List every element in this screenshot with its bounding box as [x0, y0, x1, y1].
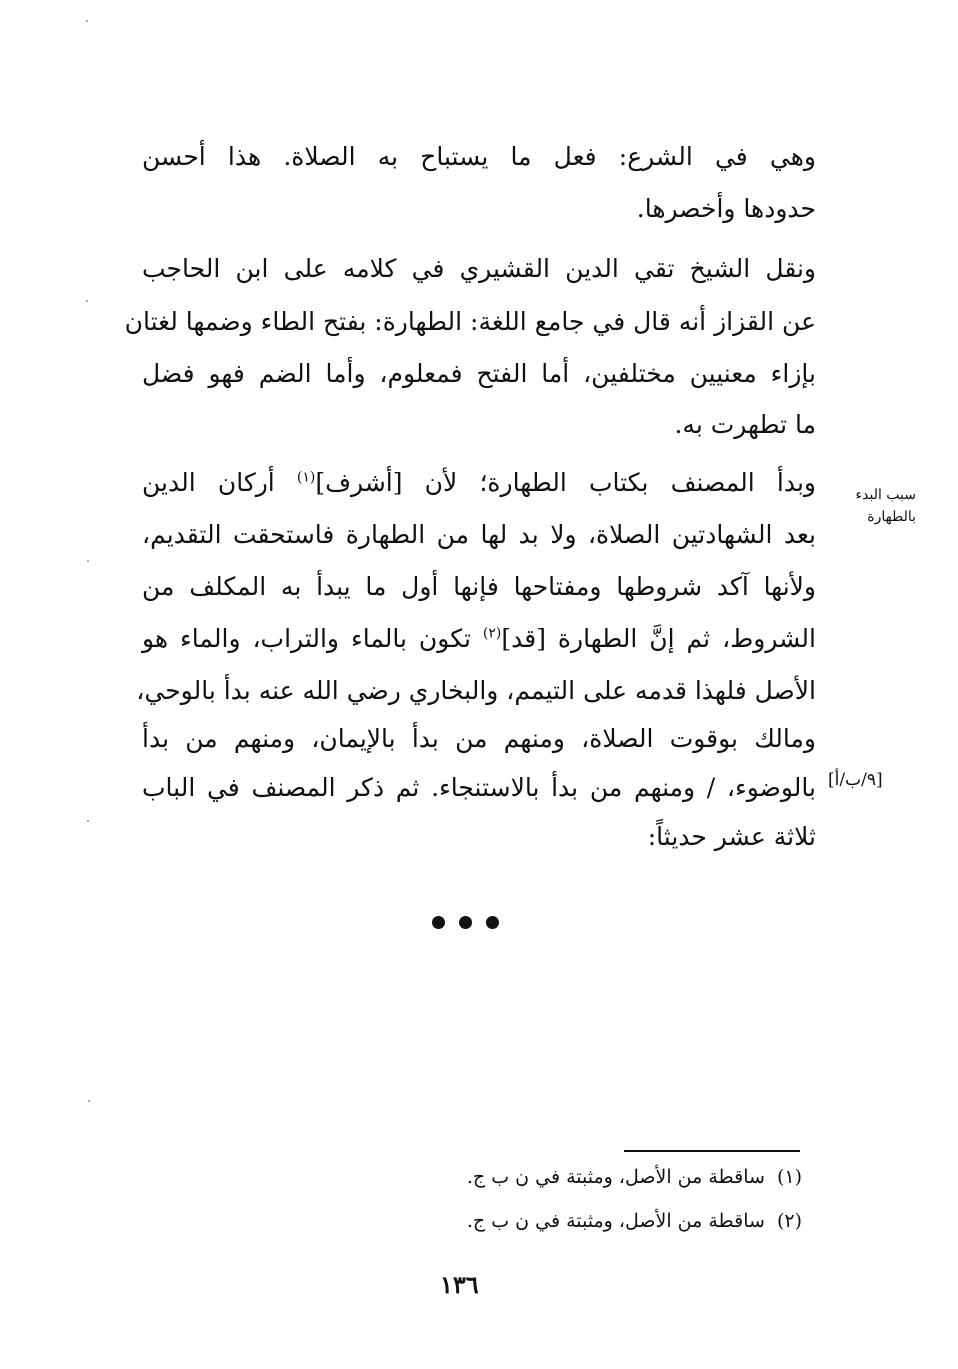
- margin-note-line: سبب البدء: [855, 487, 916, 503]
- body-line: ومالك بوقوت الصلاة، ومنهم من بدأ بالإيمان، ومنهم من بدأ: [142, 724, 816, 753]
- separator-dot: [432, 916, 445, 929]
- body-line: حدودها وأخصرها.: [636, 194, 816, 223]
- footnote-number: (١): [776, 1166, 802, 1188]
- body-line: بعد الشهادتين الصلاة، ولا بد لها من الطهارة فاستحقت التقديم،: [142, 520, 816, 549]
- page-number: ١٣٦: [440, 1270, 479, 1299]
- footnote-number: (٢): [776, 1210, 802, 1232]
- line-text: وبدأ المصنف بكتاب الطهارة؛ لأن [أشرف]: [315, 468, 816, 497]
- body-line: وهي في الشرع: فعل ما يستباح به الصلاة. هذا أحسن: [142, 142, 816, 171]
- line-text: أركان الدين: [142, 468, 297, 497]
- scan-speck: [86, 300, 88, 302]
- body-line: بالوضوء، / ومنهم من بدأ بالاستنجاء. ثم ذكر المصنف في الباب: [142, 773, 816, 802]
- footnote-marker: (١): [296, 469, 316, 486]
- body-line: الأصل فلهذا قدمه على التيمم، والبخاري رضي الله عنه بدأ بالوحي،: [136, 676, 816, 705]
- footnote: [467, 1210, 802, 1232]
- scan-speck: [87, 560, 89, 562]
- scan-speck: [86, 20, 88, 22]
- line-text: الشروط، ثم إنَّ الطهارة [قد]: [501, 624, 816, 653]
- body-line: [142, 622, 816, 656]
- scan-speck: [87, 820, 89, 822]
- body-line: [142, 466, 816, 500]
- separator-dot: [459, 916, 472, 929]
- body-line: ونقل الشيخ تقي الدين القشيري في كلامه على ابن الحاجب: [142, 254, 816, 283]
- footnote-marker: (٢): [482, 625, 502, 642]
- body-line: ثلاثة عشر حديثاً:: [647, 822, 816, 851]
- body-line: ما تطهرت به.: [674, 410, 816, 439]
- footnote-text: ساقطة من الأصل، ومثبتة في ن ب ج.: [466, 1210, 765, 1232]
- scan-speck: [88, 1100, 90, 1102]
- body-line: بإزاء معنيين مختلفين، أما الفتح فمعلوم، وأما الضم فهو فضل: [142, 359, 816, 388]
- folio-reference: [٩/ب/أ]: [828, 770, 883, 790]
- body-line: ولأنها آكد شروطها ومفتاحها فإنها أول ما يبدأ به المكلف من: [142, 572, 816, 601]
- margin-note-line: بالطهارة: [867, 509, 916, 525]
- footnote-text: ساقطة من الأصل، ومثبتة في ن ب ج.: [466, 1166, 765, 1188]
- line-text: تكون بالماء والتراب، والماء هو: [142, 624, 483, 653]
- margin-note: [826, 484, 916, 528]
- section-separator: [432, 916, 499, 929]
- footnote: [467, 1166, 802, 1188]
- separator-dot: [486, 916, 499, 929]
- body-line: عن القزاز أنه قال في جامع اللغة: الطهارة: بفتح الطاء وضمها لغتان: [124, 307, 816, 336]
- footnote-rule: [624, 1150, 800, 1152]
